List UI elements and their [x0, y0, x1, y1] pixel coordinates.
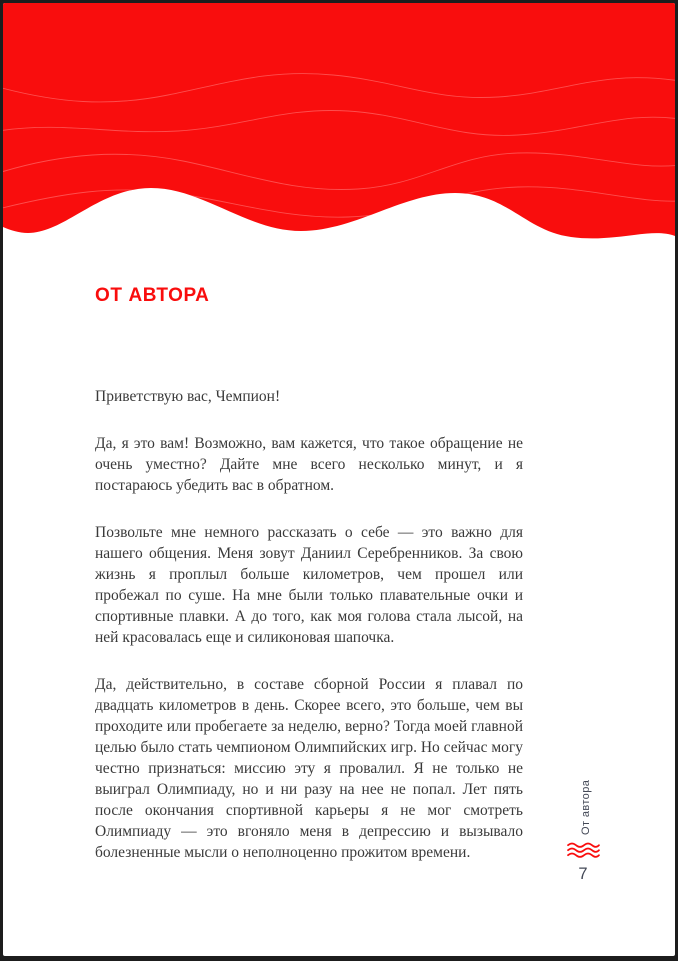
chapter-title: ОТ АВТОРА	[95, 285, 210, 306]
red-wave-shape	[3, 3, 675, 238]
header-wave-graphic	[3, 3, 675, 253]
running-title-vertical: От автора	[580, 779, 592, 835]
waves-icon	[567, 842, 600, 858]
book-page	[3, 3, 675, 956]
paragraph: Позвольте мне немного рассказать о себе — это важно для нашего общения. Меня зовут Даниил Серебренников. За свою жизнь я проплыл больше километров, чем прошел или пробежал по суше. На мне были только плавательные очки и спортивные плавки. А до того, как моя голова стала лысой, на ней красовалась еще и силиконовая шапочка.	[95, 524, 523, 646]
page-number: 7	[578, 865, 588, 883]
body-text-column	[95, 386, 523, 889]
paragraph: Да, я это вам! Возможно, вам кажется, что такое обращение не очень уместно? Дайте мне всего несколько минут, и я постараюсь убедить вас в обратном.	[95, 435, 523, 494]
paragraph: Да, действительно, в составе сборной России я плавал по двадцать километров в день. Скорее всего, это больше, чем вы проходите или пробегаете за неделю, верно? Тогда моей главной целью было стать чемпионом Олимпийских игр. Но сейчас могу честно признаться: миссию эту я провалил. Я не только не выиграл Олимпиаду, но и ни разу на нее не попал. Лет пять после окончания спортивной карьеры я не мог смотреть Олимпиаду — это вгоняло меня в депрессию и вызывало болезненные мысли о неполноценно прожитом времени.	[95, 676, 523, 861]
paragraph-greeting: Приветствую вас, Чемпион!	[95, 388, 281, 405]
